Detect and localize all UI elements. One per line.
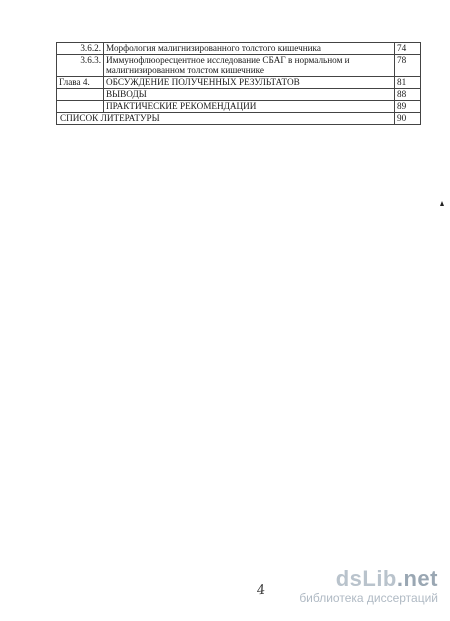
dslib-watermark (299, 568, 438, 605)
toc-section-number: 3.6.3. (57, 55, 104, 77)
table-of-contents (56, 42, 421, 125)
toc-page-number: 81 (395, 77, 421, 89)
toc-row (57, 43, 421, 55)
toc-page-number: 74 (395, 43, 421, 55)
handwritten-page-number: 4 (255, 582, 267, 599)
toc-section-number: Глава 4. (57, 77, 104, 89)
toc-row (57, 55, 421, 77)
toc-section-number (57, 89, 104, 101)
toc-page-number: 90 (395, 113, 421, 125)
toc-row (57, 101, 421, 113)
toc-section-title: СПИСОК ЛИТЕРАТУРЫ (57, 113, 395, 125)
toc-page-number: 89 (395, 101, 421, 113)
toc-section-title: Морфология малигнизированного толстого кишечника (104, 43, 395, 55)
toc-section-title: ПРАКТИЧЕСКИЕ РЕКОМЕНДАЦИИ (104, 101, 395, 113)
toc-page-number: 78 (395, 55, 421, 77)
watermark-logo (299, 568, 438, 590)
toc-page-number: 88 (395, 89, 421, 101)
toc-section-number (57, 101, 104, 113)
toc-row (57, 89, 421, 101)
toc-section-title: ОБСУЖДЕНИЕ ПОЛУЧЕННЫХ РЕЗУЛЬТАТОВ (104, 77, 395, 89)
toc-section-title: ВЫВОДЫ (104, 89, 395, 101)
watermark-logo-tld: .net (396, 566, 438, 591)
toc-row (57, 113, 421, 125)
toc-section-title: Иммунофлюоресцентное исследование СБАГ в нормальном и малигнизированном толстом кишечнике (104, 55, 395, 77)
stray-ink-mark (440, 201, 444, 206)
toc-section-number: 3.6.2. (57, 43, 104, 55)
watermark-subtitle: библиотека диссертаций (299, 591, 438, 605)
toc-row (57, 77, 421, 89)
watermark-logo-main: dsLib (335, 566, 397, 591)
